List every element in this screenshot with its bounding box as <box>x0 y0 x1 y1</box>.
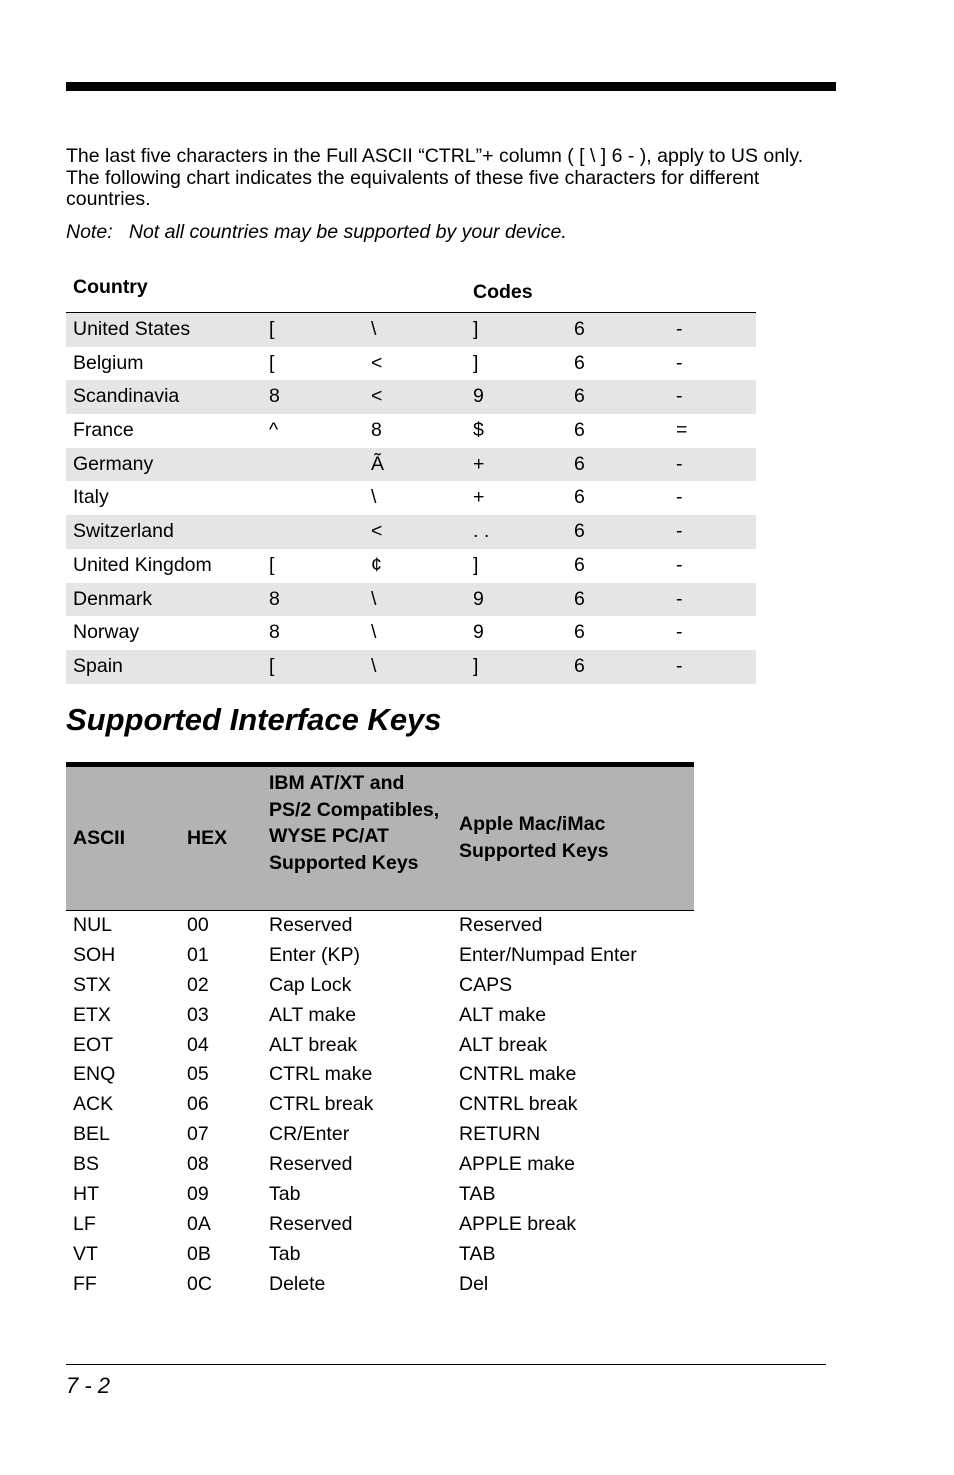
ibm-key-cell: CTRL make <box>269 1063 373 1086</box>
code-cell: ¢ <box>371 553 382 576</box>
apple-key-cell: Enter/Numpad Enter <box>459 943 637 966</box>
code-cell: - <box>676 486 683 509</box>
table-row <box>66 911 694 941</box>
interface-keys-table <box>66 762 694 1300</box>
code-cell: - <box>676 452 683 475</box>
code-cell: ] <box>473 318 479 340</box>
ibm-key-cell: Cap Lock <box>269 973 352 996</box>
code-cell: 6 <box>574 621 585 644</box>
ascii-cell: ACK <box>73 1093 114 1116</box>
hex-cell: 08 <box>187 1153 209 1176</box>
table-row <box>66 347 756 381</box>
table-row <box>66 616 756 650</box>
code-cell: \ <box>371 621 377 644</box>
ibm-key-cell: CTRL break <box>269 1093 374 1116</box>
code-cell: - <box>676 520 683 543</box>
hex-cell: 00 <box>187 914 209 936</box>
ascii-cell: STX <box>73 973 111 996</box>
code-cell: 8 <box>269 621 280 644</box>
apple-key-cell: ALT make <box>459 1003 547 1026</box>
country-name: Italy <box>73 486 109 509</box>
apple-key-cell: APPLE make <box>459 1153 575 1176</box>
code-cell: ] <box>473 351 479 374</box>
apple-key-cell: TAB <box>459 1242 496 1265</box>
code-cell: [ <box>269 654 275 677</box>
apple-key-cell: APPLE break <box>459 1212 577 1235</box>
apple-key-cell: CNTRL break <box>459 1093 578 1116</box>
code-cell: 6 <box>574 419 585 442</box>
country-table-header <box>66 270 756 313</box>
ascii-cell: FF <box>73 1272 97 1295</box>
code-cell: - <box>676 351 683 374</box>
table-row <box>66 515 756 549</box>
apple-key-cell: RETURN <box>459 1123 541 1146</box>
code-cell: $ <box>473 419 484 442</box>
table-row <box>66 448 756 482</box>
ibm-key-cell: CR/Enter <box>269 1123 350 1146</box>
country-name: United States <box>73 318 191 340</box>
code-cell: 9 <box>473 587 484 610</box>
code-cell: [ <box>269 318 275 340</box>
ibm-key-cell: Delete <box>269 1272 326 1295</box>
code-cell: - <box>676 385 683 408</box>
code-cell: + <box>473 486 485 509</box>
apple-key-cell: ALT break <box>459 1033 548 1056</box>
code-cell: [ <box>269 351 275 374</box>
code-cell: 9 <box>473 621 484 644</box>
country-name: Belgium <box>73 351 144 374</box>
code-cell: = <box>676 419 688 442</box>
code-cell: 6 <box>574 452 585 475</box>
code-cell: 6 <box>574 553 585 576</box>
code-cell: - <box>676 654 683 677</box>
code-cell: 9 <box>473 385 484 408</box>
ibm-key-cell: Tab <box>269 1183 301 1206</box>
table-row <box>66 1270 694 1300</box>
apple-key-cell: Reserved <box>459 914 543 936</box>
code-cell: [ <box>269 553 275 576</box>
table-row <box>66 1090 694 1120</box>
code-cell: 6 <box>574 351 585 374</box>
country-name: United Kingdom <box>73 553 212 576</box>
top-rule <box>66 82 836 91</box>
hex-cell: 02 <box>187 973 209 996</box>
code-cell: \ <box>371 318 377 340</box>
table-row <box>66 650 756 684</box>
code-cell: < <box>371 385 383 408</box>
ascii-cell: NUL <box>73 914 113 936</box>
hex-cell: 03 <box>187 1003 209 1026</box>
header-codes: Codes <box>473 281 533 303</box>
page-number: 7 - 2 <box>66 1373 111 1398</box>
code-cell: ] <box>473 654 479 677</box>
table-row <box>66 941 694 971</box>
table-row <box>66 1001 694 1031</box>
ascii-cell: HT <box>73 1183 99 1206</box>
code-cell: < <box>371 520 383 543</box>
table-row <box>66 1060 694 1090</box>
hex-cell: 0C <box>187 1272 212 1295</box>
ibm-key-cell: ALT break <box>269 1033 358 1056</box>
ibm-key-cell: Reserved <box>269 1153 353 1176</box>
code-cell: 6 <box>574 654 585 677</box>
ascii-cell: ENQ <box>73 1063 116 1086</box>
table-row <box>66 414 756 448</box>
table-row <box>66 1120 694 1150</box>
ascii-cell: VT <box>73 1242 98 1265</box>
hex-cell: 09 <box>187 1183 209 1206</box>
header-ibm-keys: IBM AT/XT and PS/2 Compatibles, WYSE PC/AT Supported Keys <box>269 772 440 874</box>
bottom-rule <box>66 1364 826 1365</box>
ascii-cell: BS <box>73 1153 100 1176</box>
code-cell: 8 <box>371 419 382 442</box>
note-text: Note: Not all countries may be supported by your device. <box>66 221 567 243</box>
ascii-cell: BEL <box>73 1123 110 1146</box>
table-row <box>66 313 756 347</box>
keys-table-header <box>66 762 694 911</box>
header-country: Country <box>73 276 148 298</box>
code-cell: 6 <box>574 318 585 340</box>
code-cell: - <box>676 621 683 644</box>
hex-cell: 0B <box>187 1242 211 1265</box>
code-cell: 6 <box>574 587 585 610</box>
hex-cell: 04 <box>187 1033 209 1056</box>
code-cell: 6 <box>574 520 585 543</box>
code-cell: - <box>676 553 683 576</box>
table-row <box>66 583 756 617</box>
table-row <box>66 1031 694 1061</box>
table-row <box>66 380 756 414</box>
code-cell: 8 <box>269 587 280 610</box>
code-cell: + <box>473 452 485 475</box>
country-name: Germany <box>73 452 154 475</box>
table-row <box>66 481 756 515</box>
code-cell: 6 <box>574 486 585 509</box>
table-row <box>66 971 694 1001</box>
ibm-key-cell: Reserved <box>269 914 353 936</box>
table-row <box>66 1150 694 1180</box>
apple-key-cell: TAB <box>459 1183 496 1206</box>
ascii-cell: SOH <box>73 943 116 966</box>
ascii-cell: ETX <box>73 1003 111 1026</box>
ibm-key-cell: Enter (KP) <box>269 943 361 966</box>
country-codes-table <box>66 270 756 684</box>
header-ascii: ASCII <box>73 827 126 849</box>
section-title: Supported Interface Keys <box>66 702 442 737</box>
hex-cell: 0A <box>187 1212 211 1235</box>
code-cell: . . <box>473 520 490 543</box>
table-row <box>66 1240 694 1270</box>
intro-paragraph: The last five characters in the Full ASCII “CTRL”+ column ( [ \ ] 6 - ), apply to US only. The following chart indicates the equivalents of these five characters for different countries. <box>66 145 804 210</box>
header-apple-keys: Apple Mac/iMac Supported Keys <box>459 813 609 862</box>
country-name: Norway <box>73 621 140 644</box>
code-cell: - <box>676 318 683 340</box>
ibm-key-cell: ALT make <box>269 1003 357 1026</box>
table-row <box>66 1180 694 1210</box>
table-row <box>66 1210 694 1240</box>
hex-cell: 01 <box>187 943 209 966</box>
hex-cell: 05 <box>187 1063 209 1086</box>
code-cell: 8 <box>269 385 280 408</box>
country-name: Spain <box>73 654 123 677</box>
country-name: Switzerland <box>73 520 174 543</box>
code-cell: \ <box>371 587 377 610</box>
ibm-key-cell: Tab <box>269 1242 301 1265</box>
code-cell: Ã <box>371 452 385 475</box>
country-name: Denmark <box>73 587 153 610</box>
hex-cell: 07 <box>187 1123 209 1146</box>
header-hex: HEX <box>187 827 228 849</box>
ibm-key-cell: Reserved <box>269 1212 353 1235</box>
apple-key-cell: CAPS <box>459 973 513 996</box>
code-cell: \ <box>371 486 377 509</box>
country-name: France <box>73 419 134 442</box>
code-cell: \ <box>371 654 377 677</box>
apple-key-cell: Del <box>459 1272 489 1295</box>
apple-key-cell: CNTRL make <box>459 1063 577 1086</box>
table-row <box>66 549 756 583</box>
country-name: Scandinavia <box>73 385 180 408</box>
code-cell: ] <box>473 553 479 576</box>
ascii-cell: LF <box>73 1212 96 1235</box>
ascii-cell: EOT <box>73 1033 114 1056</box>
code-cell: - <box>676 587 683 610</box>
code-cell: 6 <box>574 385 585 408</box>
code-cell: < <box>371 351 383 374</box>
code-cell: ^ <box>269 419 279 442</box>
hex-cell: 06 <box>187 1093 209 1116</box>
